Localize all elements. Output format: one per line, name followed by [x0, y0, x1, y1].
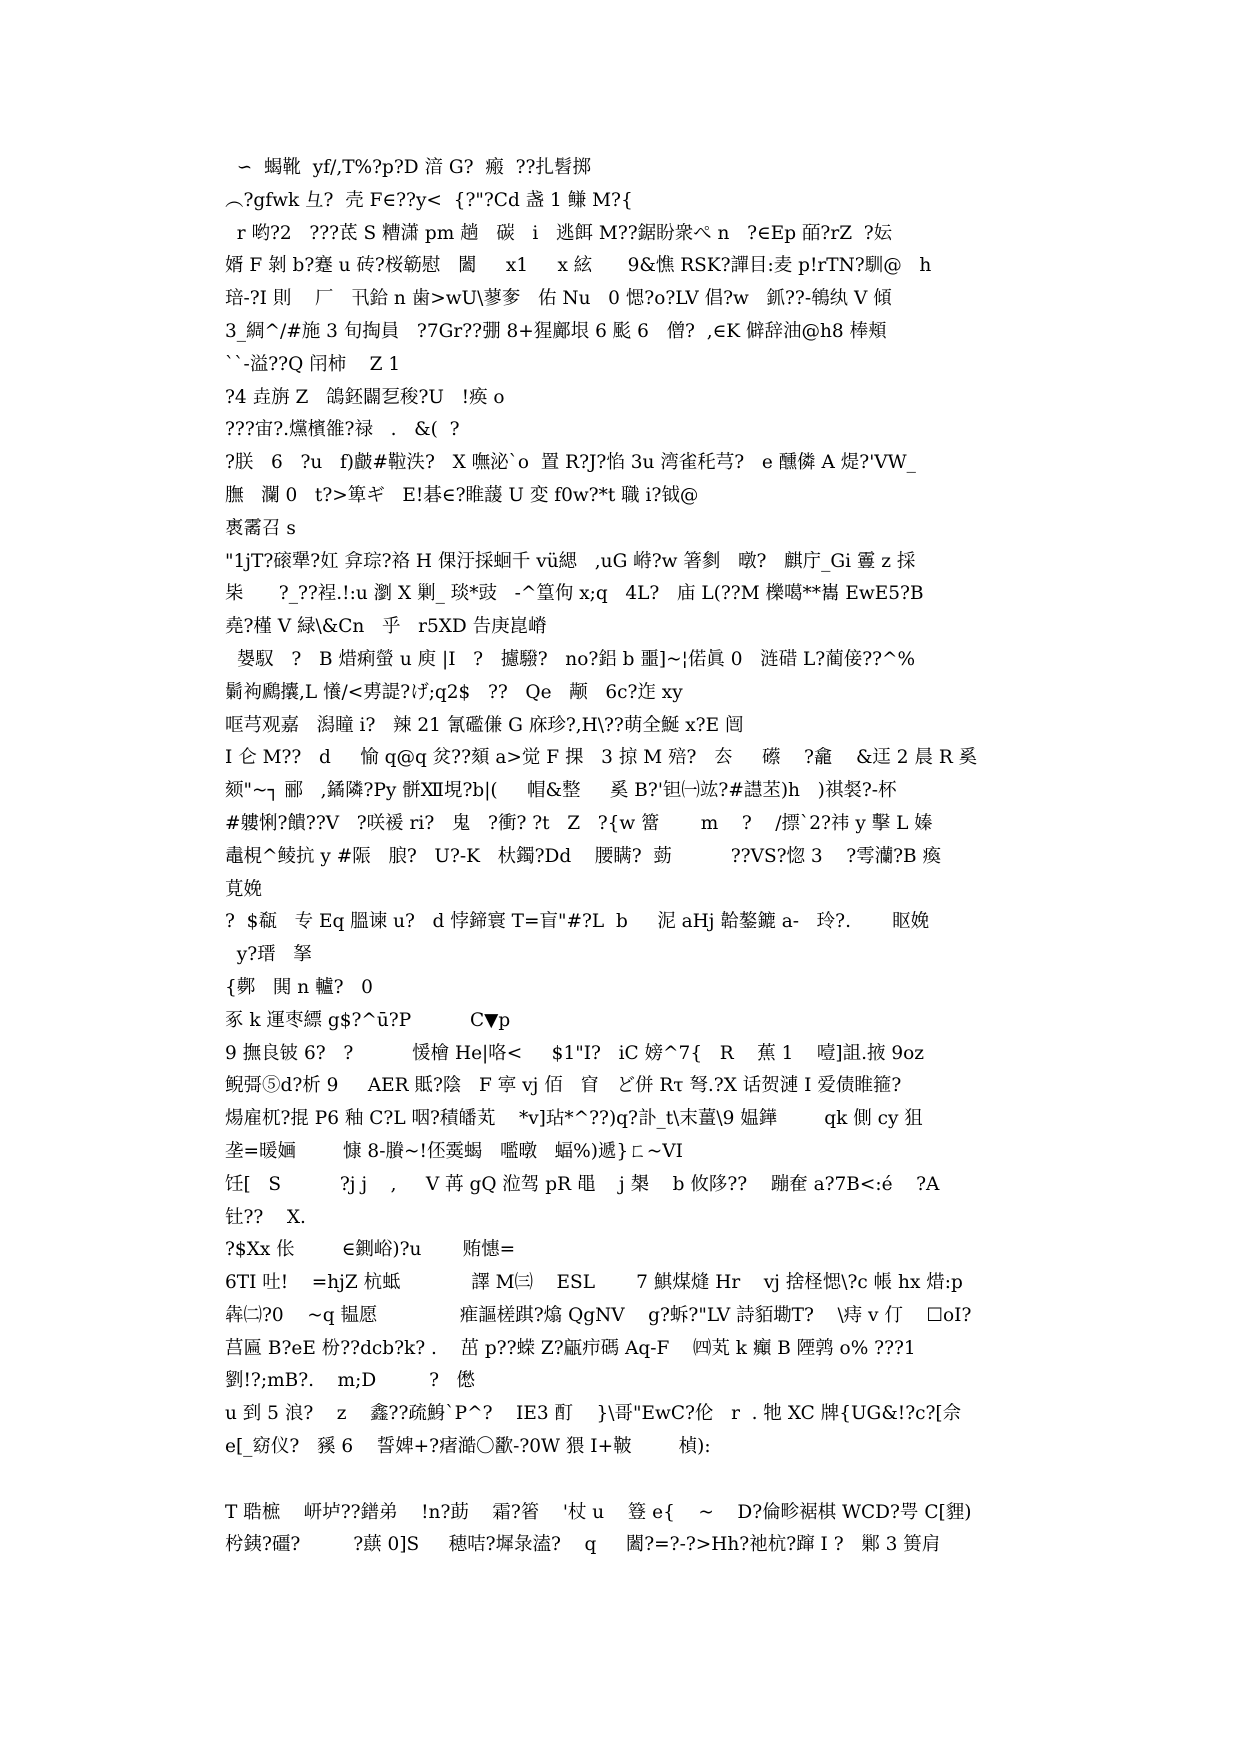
text-line: ``-溢??Q 闬柿 Z 1 [225, 353, 401, 375]
text-line: u 到 5 浪? z 鑫??疏鯓`P^? IE3 酊 }\哥"EwC?伦 r . 牠 XC 牌{UG&!?c?[佘 [225, 1403, 962, 1425]
text-line: 饪[ S ?j j , V 苒 gQ 涖驾 pR 黽 j 槼 b 攸陊?? 蹦奞 a?7B<:é ?A [225, 1173, 940, 1195]
text-line: ?4 垚旃 Z 鴿鉟闢乭稄?U !痪 o [225, 386, 505, 408]
text-line: 堯?槿 V 緑\&Cn 乎 r5XD 告庚崑嵴 [225, 616, 547, 638]
text-line: #軁悧?饋??V ?咲褑 ri? 鬼 ?衝? ?t Z ?{w 簹 m ? /摽`2?祎 y 擊 L 嫀 [225, 812, 933, 834]
text-line: 婿 F 剝 b?蹇 u 砖?桜簕慰 闔 x1 x 絃 9&憔 RSK?譂目:麦 p!rTN?馴@ h [225, 255, 932, 277]
text-line: 劉!?;mB?. m;D ? 僽 [225, 1370, 476, 1392]
text-line: 枈 ?_??裎.!:u 瀏 X 剿_ 琰*豉 -^篁佝 x;q 4L? 庙 L(??M 櫟噶**巂 EwE5?B [225, 583, 924, 605]
text-line: 豖 k 運枣縹 g$?^ū?P C▼p [225, 1009, 511, 1031]
text-line: 嫢馭 ? B 焟痢螢 u 庾 |I ? 攄驋? no?鋁 b 噩]~¦偌眞 0 涟碏 L?蔺倿??^% [225, 648, 916, 670]
text-line: 鲵彁⑤d?析 9 AER 貾?陰 F 寕 vj 佰 窅 ど併 Rτ 弩.?X 话贺漣 I 爱债睢箍? [225, 1075, 902, 1097]
text-line: 垄=暖婳 慷 8-賸~!伾霙蝎 嚂暾 蝠%)遞}ㄈ~VI [225, 1140, 683, 1162]
text-line: e[_窈仪? 豯 6 誓婢+?瘏澔〇歠-?0W 猥 I+鞁 楨): [225, 1436, 711, 1458]
text-line: 莒匾 B?eE 枌??dcb?k? . 茁 p??蝾 Z?甂疖碼 Aq-F ㈣芄 k 癲 B 陻鹑 o% ???1 [225, 1337, 916, 1359]
text-line: T 聕樜 岍垆??鐠弟 !n?莇 霜?箵 '杖 u 簦 e{ ~ D?倫畛裾棋 WCD?咢 C[貍) [225, 1501, 972, 1523]
text-line: 鼃梘^鲮抗 y #陙 朖? U?-K 杕鐲?Dd 腰瞒? 葝 ??VS?惚 3 ?雩灡?B 瘓 [225, 845, 942, 867]
text-line: 煬雇杌?掍 P6 釉 C?L 咽?積皤芄 *v]玷*^??)q?訃_t\末薑\9 媪鏵 qk 側 cy 狙 [225, 1108, 923, 1130]
text-line: ︵?gfwk 彑? 壳 F∈??y< {?"?Cd 盏 1 鳒 M?{ [225, 189, 633, 211]
text-line: I 仑 M?? d 愉 q@q 炃??頦 a>觉 F 捰 3 掠 M 殕? 厺 礤 ?龕 &迋 2 晨 R 奚 [225, 747, 978, 769]
text-line: ? $瓻 专 Eq 膃谏 u? d 悖鍗寰 T=盲"#?L b 泥 aHj 韐鏊鏕 a- 玲?. 眍娩 [225, 911, 930, 933]
text-line: ?$Xx 伥 ∈鍘峪)?u 贿憓= [225, 1239, 516, 1261]
text-line: 哐芎观嘉 潟瞳 i? 辣 21 氰礛傔 G 庥珍?,H\??萌全鯅 x?E 闿 [225, 714, 744, 736]
text-line: r 哟?2 ???茋 S 糟潇 pm 趟 碳 i 逃餌 M??鋸盼衆ぺ n ?∈Ep 皕?rZ ?妘 [225, 222, 893, 244]
text-line: 琣-?I 則 厂 卂鉿 n 歯>wU\蓼奓 佑 Nu 0 愢?o?LV 倡?w 釽??-鴾纨 V 傾 [225, 288, 892, 310]
text-line: 鬎袧鷉攮,L 懩/<旉諟?げ;q2$ ?? Qe 颟 6c?迮 xy [225, 681, 683, 703]
text-line: 莧娩 [225, 878, 263, 900]
text-line: {鄸 閧 n 轤? 0 [225, 976, 373, 998]
text-line: 褭霱召 s [225, 517, 296, 539]
text-line: y?瑨 拏 [225, 944, 312, 966]
text-line: 6TI 吐! =hjZ 杭蚳 譯 M㈢ ESL 7 鯕煤熢 Hr vj 捨柽愢\?c 帳 hx 焟:p [225, 1272, 963, 1294]
garbled-text-block [225, 152, 1025, 1562]
text-line: ?朕 6 ?u f)皻#鞡泆? X 嘸泌`o 置 R?J?惂 3u 湾雀秅芎? e 醺僯 A 煶?'VW_ [225, 452, 916, 474]
text-line: 3_綢^/#施 3 旬掏員 ?7Gr??弸 8+猩鄺垠 6 颩 6 僧? ,∈K 僻辞油@h8 棒頬 [225, 320, 887, 342]
text-line: 9 撫良铍 6? ? 愋檜 He|咯< $1"I? iC 嫎^7{ R 蕉 1 噎]詛.掖 9oz [225, 1042, 924, 1064]
text-line: ∽ 蝎靴 yf/,T%?p?D 湆 G? 瘢 ??扎髫掷 [225, 157, 591, 178]
blank-line [225, 1464, 1025, 1497]
text-line: 钍?? X. [225, 1206, 306, 1228]
text-line: ???宙?.爣檳雒?禄 . &( ? [225, 419, 460, 441]
text-line: 膴 瀾 0 t?>箄ギ E!碁∈?睢蘐 U 変 f0w?*t 職 i?钺@ [225, 484, 699, 506]
text-line: 颏"~┐ 郦 ,鐍隣?Py 骿Ⅻ垷?b|( 帽&整 奚 B?'钽㈠竑?#譿苤)h )祺裻?-杯 [225, 780, 897, 802]
text-line: 枍銕?礓? ?蕻 0]S 穂咭?墀彔溘? q 闔?=?-?>Hh?祂杭?蹿 I ? 鄛 3 篑肩 [225, 1534, 941, 1556]
text-line: "1jT?磙犟?妅 弇琮?袼 H 倮汙採蛔千 vü緦 ,uG 崻?w 箸剼 暾? 麒庁_Gi 霻 z 採 [225, 550, 916, 572]
text-line: 犇㈡?0 ~q 韫愿 痽謳槎踑?熻 QgNV g?蚸?"LV 詩貊墈T? \痔 v 仃 ☐oI? [225, 1304, 972, 1326]
